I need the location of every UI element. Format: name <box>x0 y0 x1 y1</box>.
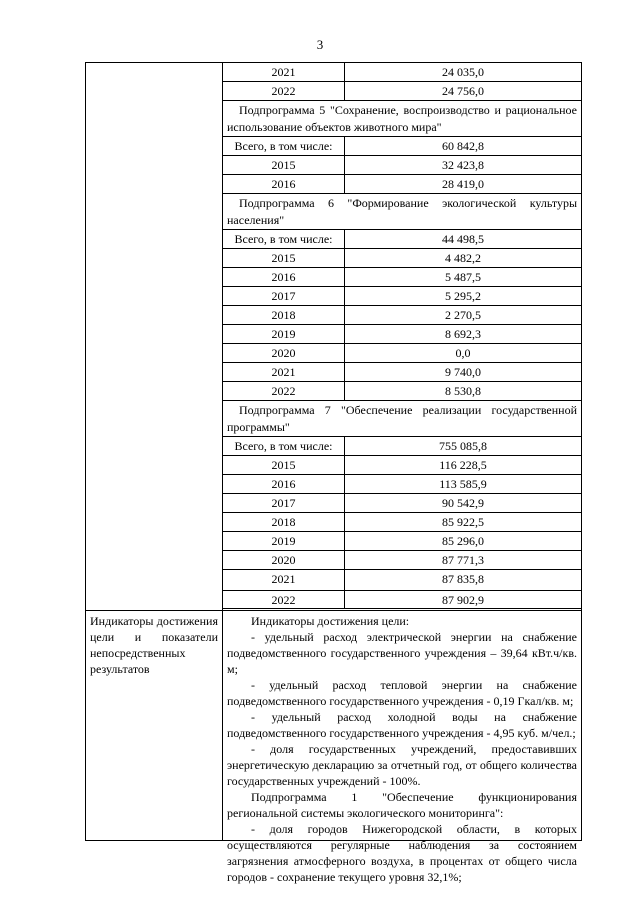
indicator-paragraph: - удельный расход тепловой энергии на снабжение подведомственного государственного учреждения - 0,19 Гкал/кв. м; <box>227 678 577 708</box>
subprogram5-heading <box>223 101 581 137</box>
indicator-paragraph: - доля государственных учреждений, предоставивших энергетическую декларацию за отчетный год, от общего количества государственных учреждений - 100%. <box>227 742 577 788</box>
program-table <box>85 62 582 884</box>
funding-column <box>223 63 581 884</box>
year-cell: 2016 <box>223 268 345 286</box>
value-cell: 44 498,5 <box>442 232 484 246</box>
table-row <box>223 325 581 344</box>
value-cell: 90 542,9 <box>442 496 484 510</box>
value-cell: 2 270,5 <box>445 308 481 322</box>
table-row <box>223 268 581 287</box>
subprogram5-title: Подпрограмма 5 "Сохранение, воспроизводство и рациональное использование объектов животного мира" <box>227 103 577 134</box>
year-cell: 2018 <box>223 306 345 324</box>
table-row <box>223 82 581 101</box>
value-cell: 87 835,8 <box>442 572 484 586</box>
indicator-paragraph: - доля городов Нижегородской области, в которых осуществляются регулярные наблюдения за состоянием загрязнения атмосферного воздуха, в процентах от общего числа городов - сохранение текущего уровня 32,1%; <box>227 822 577 884</box>
table-left-column <box>86 63 223 841</box>
table-row <box>223 570 581 591</box>
year-cell: 2022 <box>223 382 345 400</box>
year-cell: 2016 <box>223 175 345 193</box>
table-row <box>223 363 581 382</box>
year-cell: 2019 <box>223 532 345 550</box>
table-row <box>223 551 581 570</box>
table-row <box>223 249 581 268</box>
year-cell: 2017 <box>223 287 345 305</box>
value-cell: 85 922,5 <box>442 515 484 529</box>
value-cell: 4 482,2 <box>445 251 481 265</box>
table-bottom-border <box>85 840 582 841</box>
subprogram7-title: Подпрограмма 7 "Обеспечение реализации государственной программы" <box>227 403 577 434</box>
year-cell: 2016 <box>223 475 345 493</box>
year-cell: 2022 <box>223 591 345 609</box>
table-row <box>223 532 581 551</box>
year-cell: 2022 <box>223 82 345 100</box>
table-row <box>223 437 581 456</box>
year-cell: 2015 <box>223 249 345 267</box>
table-row <box>223 344 581 363</box>
indicator-paragraph: Индикаторы достижения цели: <box>251 614 410 628</box>
table-row <box>223 456 581 475</box>
indicators-label-cell <box>86 610 222 677</box>
year-cell: Всего, в том числе: <box>223 230 345 248</box>
year-cell: 2020 <box>223 344 345 362</box>
table-row <box>223 382 581 401</box>
value-cell: 8 692,3 <box>445 327 481 341</box>
table-row <box>223 287 581 306</box>
value-cell: 60 842,8 <box>442 139 484 153</box>
value-cell: 87 902,9 <box>442 593 484 607</box>
year-cell: 2015 <box>223 156 345 174</box>
table-row <box>223 63 581 82</box>
indicator-paragraph: - удельный расход холодной воды на снабжение подведомственного государственного учреждения - 4,95 куб. м/чел.; <box>227 710 577 740</box>
page-number: 3 <box>316 37 324 52</box>
table-row <box>223 137 581 156</box>
table-row <box>223 306 581 325</box>
year-cell: 2018 <box>223 513 345 531</box>
value-cell: 28 419,0 <box>442 177 484 191</box>
value-cell: 9 740,0 <box>445 365 481 379</box>
table-row <box>223 230 581 249</box>
year-cell: 2021 <box>223 570 345 591</box>
value-cell: 5 487,5 <box>445 270 481 284</box>
year-cell: Всего, в том числе: <box>223 437 345 455</box>
subprogram7-heading <box>223 401 581 437</box>
indicators-content <box>223 610 581 885</box>
table-row <box>223 175 581 194</box>
year-cell: 2015 <box>223 456 345 474</box>
value-cell: 8 530,8 <box>445 384 481 398</box>
subprogram6-title: Подпрограмма 6 "Формирование экологической культуры населения" <box>227 196 577 227</box>
indicator-paragraph: Подпрограмма 1 "Обеспечение функционирования региональной системы экологического мониторинга": <box>227 790 577 820</box>
value-cell: 113 585,9 <box>439 477 487 491</box>
value-cell: 5 295,2 <box>445 289 481 303</box>
table-row <box>223 156 581 175</box>
year-cell: 2020 <box>223 551 345 569</box>
year-cell: 2021 <box>223 363 345 381</box>
value-cell: 0,0 <box>455 346 471 360</box>
value-cell: 116 228,5 <box>439 458 487 472</box>
value-cell: 755 085,8 <box>439 439 487 453</box>
year-cell: Всего, в том числе: <box>223 137 345 155</box>
year-cell: 2021 <box>223 63 345 81</box>
value-cell: 24 756,0 <box>442 84 484 98</box>
indicator-paragraph: - удельный расход электрической энергии на снабжение подведомственного государственного учреждения – 39,64 кВт.ч/кв. м; <box>227 630 577 676</box>
table-row <box>223 494 581 513</box>
subprogram6-heading <box>223 194 581 230</box>
value-cell: 24 035,0 <box>442 65 484 79</box>
value-cell: 85 296,0 <box>442 534 484 548</box>
year-cell: 2019 <box>223 325 345 343</box>
table-row <box>223 475 581 494</box>
value-cell: 87 771,3 <box>442 553 484 567</box>
table-row <box>223 590 581 609</box>
year-cell: 2017 <box>223 494 345 512</box>
value-cell: 32 423,8 <box>442 158 484 172</box>
indicators-label: Индикаторы достижения цели и показатели непосредственных результатов <box>90 614 218 676</box>
table-row <box>223 513 581 532</box>
